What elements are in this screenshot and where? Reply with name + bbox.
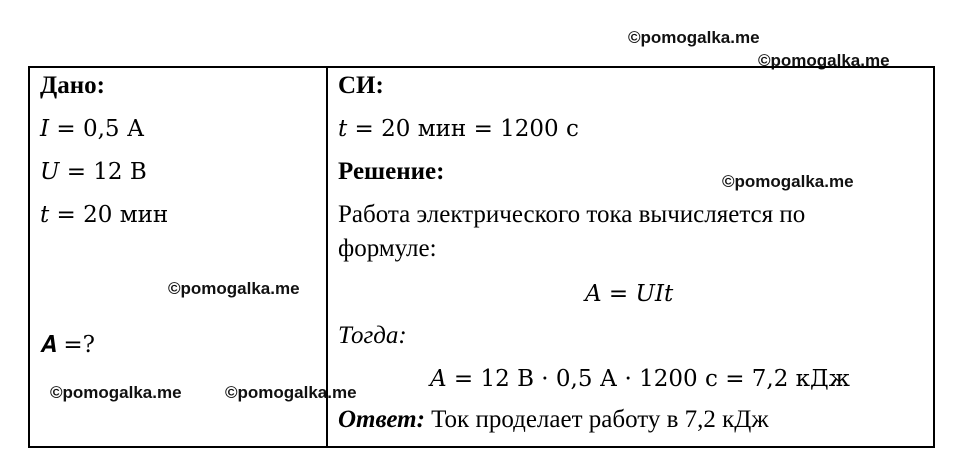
- solution-header: Решение:: [338, 158, 445, 185]
- solution-text-line2: формуле:: [338, 235, 437, 262]
- si-conversion: 𝑡 = 20 мин = 1200 с: [338, 116, 579, 142]
- answer-text: Ток проделает работу в 7,2 кДж: [431, 406, 769, 433]
- answer-line: [338, 405, 769, 435]
- given-time: 𝑡 = 20 мин: [40, 202, 169, 228]
- watermark: ©pomogalka.me: [628, 28, 760, 47]
- formula: 𝐴 = 𝑈𝐼𝑡: [585, 281, 674, 307]
- watermark: ©pomogalka.me: [722, 172, 854, 191]
- given-current: 𝐼 = 0,5 А: [40, 116, 145, 142]
- watermark: ©pomogalka.me: [50, 383, 182, 402]
- given-voltage: 𝑈 = 12 В: [40, 159, 147, 185]
- si-header: СИ:: [338, 72, 384, 99]
- find-work: 𝑨 =?: [40, 332, 95, 358]
- solution-text-line1: Работа электрического тока вычисляется по: [338, 201, 806, 228]
- given-header: Дано:: [40, 72, 105, 99]
- calculation: 𝐴 = 12 В · 0,5 А · 1200 с = 7,2 кДж: [430, 366, 850, 392]
- then-label: Тогда:: [338, 322, 407, 349]
- answer-label: Ответ:: [338, 406, 425, 433]
- watermark: ©pomogalka.me: [168, 279, 300, 298]
- watermark: ©pomogalka.me: [225, 383, 357, 402]
- watermark: ©pomogalka.me: [758, 51, 890, 70]
